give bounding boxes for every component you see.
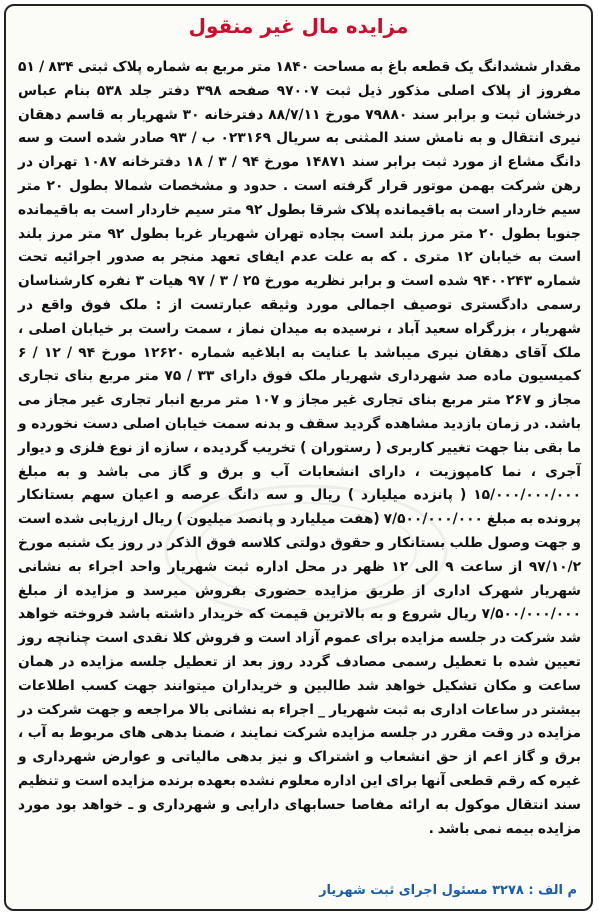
- notice-frame: [4, 4, 593, 911]
- notice-title: مزایده مال غیر منقول: [188, 14, 409, 38]
- notice-body: مقدار ششدانگ یک قطعه باغ به مساحت ۱۸۴۰ متر مربع به شماره پلاک ثبتی ۸۳۴ / ۵۱ مفروز از پلاک اصلی مذکور ذیل ثبت ۹۷۰۰۷ صفحه ۳۹۸ دفتر جلد ۵۳۸ بنام عباس درخشان ثبت و برابر سند ۷۹۸۸۰ مورخ ۸۸/۷/۱۱ دفترخانه ۳۰ شهریار به قاسم دهقان نیری انتقال و به نامش سند المثنی به سریال ۰۲۳۱۶۹ ب / ۹۳ صادر شده است و سه دانگ مشاع از مورد ثبت برابر سند ۱۴۸۷۱ مورخ ۹۴ / ۳ / ۱۸ دفترخانه ۱۰۸۷ تهران در رهن شرکت بهمن موتور قرار گرفته است . حدود و مشخصات شمالا بطول ۲۰ متر سیم خاردار است به باقیمانده پلاک شرقا بطول ۹۲ متر سیم خاردار است به باقیمانده جنوبا بطول ۲۰ متر مرز بلند است بجاده تهران شهریار غربا بطول ۹۲ متر مرز بلند است به خیابان ۱۲ متری . که به علت عدم ایفای تعهد منجر به صدور اجرائیه تحت شماره ۹۴۰۰۲۴۳ شده است و برابر نظریه مورخ ۲۵ / ۳ / ۹۷ هیات ۳ نفره کارشناسان رسمی دادگستری توصیف اجمالی مورد وثیقه عبارتست از : ملک فوق واقع در شهریار ، بزرگراه سعید آباد ، نرسیده به میدان نماز ، سمت راست بر خیابان اصلی ، ملک آقای دهقان نیری میباشد با عنایت به ابلاغیه شماره ۱۲۶۲۰ مورخ ۹۴ / ۱۲ / ۶ کمیسیون ماده صد شهرداری شهریار ملک فوق دارای ۳۳ / ۷۵ متر مربع بنای تجاری مجاز و ۲۶۷ متر مربع بنای تجاری غیر مجاز و ۱۰۷ متر مربع انبار تجاری غیر مجاز می باشد. در زمان بازدید مشاهده گردید سقف و بدنه سمت خیابان اصلی دست نخورده و ما بقی بنا جهت تغییر کاربری ( رستوران ) تخریب گردیده ، سازه از نوع فلزی و دیوار آجری ، نما کامپوزیت ، دارای انشعابات آب و برق و گاز می باشد و به مبلغ ۱۵/۰۰۰/۰۰۰/۰۰۰ ( پانزده میلیارد ) ریال و سه دانگ عرصه و اعیان سهم بستانکار پرونده به مبلغ ۷/۵۰۰/۰۰۰/۰۰۰ (هفت میلیارد و پانصد میلیون ) ریال ارزیابی شده است و جهت وصول طلب بستانکار و حقوق دولتی کلاسه فوق الذکر در روز یک شنبه مورخ ۹۷/۱۰/۲ از ساعت ۹ الی ۱۲ ظهر در محل اداره ثبت شهریار واحد اجراء به نشانی شهریار شهرک اداری از طریق مزایده حضوری بفروش میرسد و مزایده از مبلغ ۷/۵۰۰/۰۰۰/۰۰۰ ریال شروع و به بالاترین قیمت که خریدار داشته باشد فروخته خواهد شد شرکت در جلسه مزایده برای عموم آزاد است و فروش کلا نقدی است چنانچه روز تعیین شده با تعطیل رسمی مصادف گردد روز بعد از تعطیل جلسه مزایده در همان ساعت و مکان تشکیل خواهد شد طالبین و خریداران میتوانند جهت کسب اطلاعات بیشتر در ساعات اداری به ثبت شهریار _ اجراء به نشانی بالا مراجعه و جهت شرکت در مزایده در وقت مقرر در جلسه مزایده شرکت نمایند ، ضمنا بدهی های مربوط به آب ، برق و گاز اعم از حق انشعاب و اشتراک و نیز بدهی مالیاتی و عوارض شهرداری و غیره که رقم قطعی آنها برای این اداره معلوم نشده بعهده برنده مزایده است و تنظیم سند انتقال موکول به ارائه مفاصا حسابهای دارایی و شهرداری و ـ خواهد بود مورد مزایده بیمه نمی باشد .: [18, 59, 582, 837]
- notice-footer: م الف : ۳۲۷۸ مسئول اجرای ثبت شهریار: [319, 883, 577, 898]
